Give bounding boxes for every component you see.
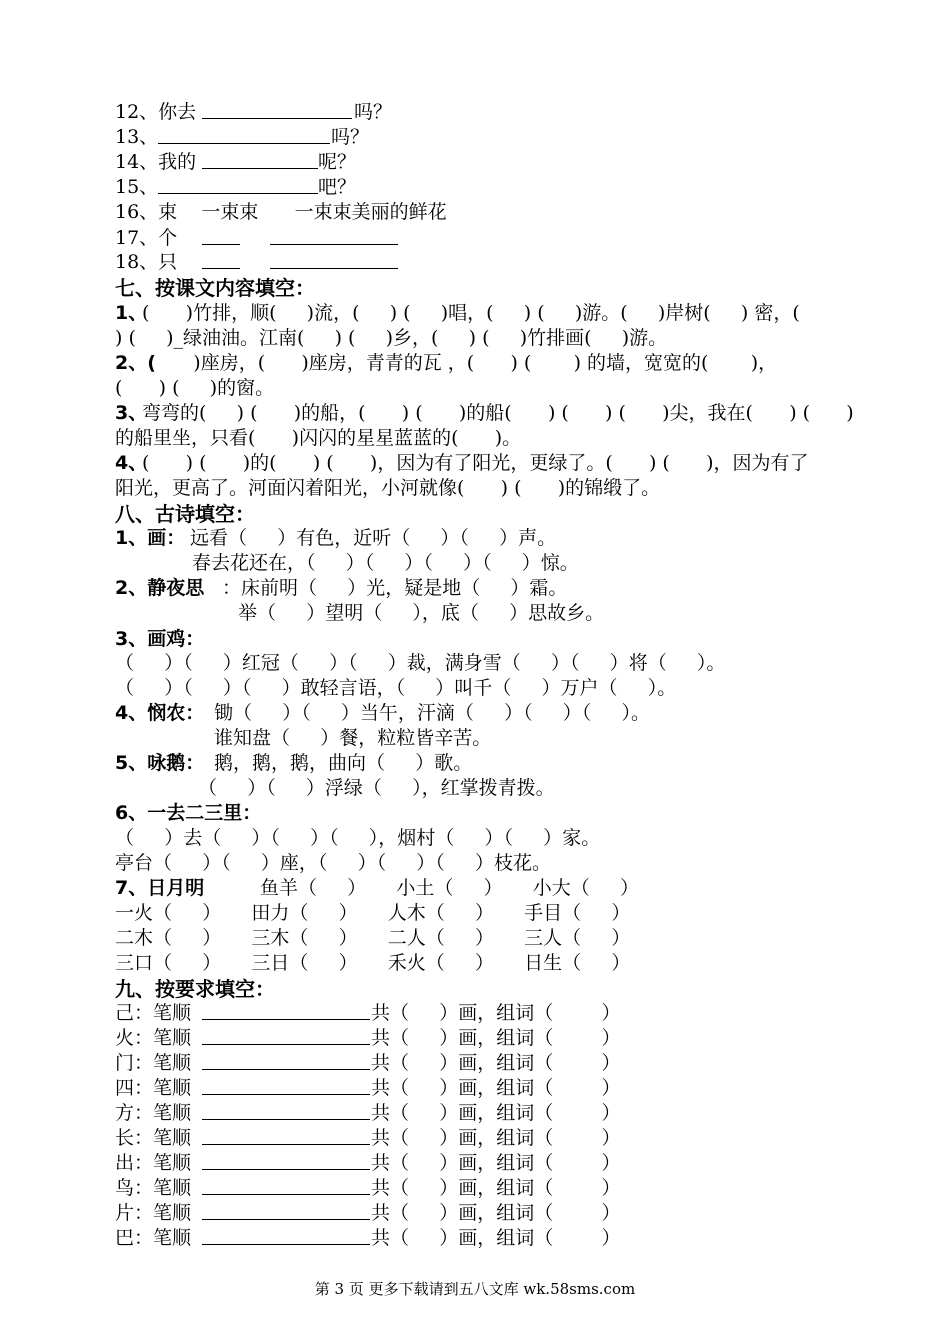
text-line: 方：笔顺: [115, 1102, 192, 1124]
text-line: 吗？: [331, 126, 370, 148]
text-line: 巴：笔顺: [115, 1227, 192, 1249]
text-line: 共（ ）画，组词（ ）: [371, 1002, 621, 1024]
blank-stroke-8: [202, 1194, 370, 1195]
text-line: 共（ ）画，组词（ ）: [371, 1077, 621, 1099]
text-line: 鹅，鹅，鹅，曲向（ ）歌。: [214, 752, 473, 774]
text-line: 三口（ ） 三日（ ） 禾火（ ） 日生（ ）: [115, 952, 631, 974]
text-line: 谁知盘（ ）餐，粒粒皆辛苦。: [214, 727, 492, 749]
text-line: 共（ ）画，组词（ ）: [371, 1102, 621, 1124]
text-line: 春去花还在，（ ）（ ）（ ）（ ）惊。: [192, 552, 579, 574]
text-line: 己：笔顺: [115, 1002, 192, 1024]
text-line: 长：笔顺: [115, 1127, 192, 1149]
blank-stroke-6: [202, 1144, 370, 1145]
section-heading: 七、按课文内容填空：: [115, 276, 315, 300]
text-line: 13、: [115, 126, 159, 148]
text-line: 15、: [115, 176, 159, 198]
page-footer: 第 3 页 更多下载请到五八文库 wk.58sms.com: [314, 1280, 636, 1298]
text-line: 锄（ ）（ ）当午，汗滴（ ）（ ）（ ）。: [214, 702, 650, 724]
blank-12: [202, 118, 352, 119]
text-line: 呢？: [318, 151, 357, 173]
text-line: 鱼羊（ ） 小土（ ） 小大（ ）: [260, 877, 639, 899]
text-line: （ ）（ ）红冠（ ）（ ）裁，满身雪（ ）（ ）将（ ）。: [115, 652, 726, 674]
text-line: 共（ ）画，组词（ ）: [371, 1052, 621, 1074]
text-line: 共（ ）画，组词（ ）: [371, 1027, 621, 1049]
text-line: 4、: [115, 452, 148, 474]
text-line: 举（ ）望明（ ），底（ ）思故乡。: [238, 602, 605, 624]
text-line: 的船里坐，只看( )闪闪的星星蓝蓝的( )。: [115, 427, 522, 449]
text-line: 共（ ）画，组词（ ）: [371, 1127, 621, 1149]
text-line: 鸟：笔顺: [115, 1177, 192, 1199]
text-line: 1、: [115, 302, 148, 324]
section-heading: 八、古诗填空：: [115, 502, 255, 526]
blank-stroke-3: [202, 1069, 370, 1070]
text-line: 吗？: [354, 101, 393, 123]
blank-stroke-1: [202, 1019, 370, 1020]
blank-17b: [270, 244, 398, 245]
blank-13: [158, 143, 330, 144]
text-line: 四：笔顺: [115, 1077, 192, 1099]
text-line: ( ) ( )的窗。: [115, 377, 275, 399]
text-line: 火：笔顺: [115, 1027, 192, 1049]
text-line: 18、只: [115, 251, 178, 273]
text-line: 5、咏鹅：: [115, 752, 205, 774]
text-line: 12、你去: [115, 101, 197, 123]
text-line: （ ）去（ ）（ ）（ ），烟村（ ）（ ）家。: [115, 827, 601, 849]
blank-14: [202, 168, 318, 169]
text-line: 共（ ）画，组词（ ）: [371, 1177, 621, 1199]
blank-stroke-9: [202, 1219, 370, 1220]
text-line: 出：笔顺: [115, 1152, 192, 1174]
text-line: （ ）（ ）（ ）敢轻言语，（ ）叫千（ ）万户（ ）。: [115, 677, 677, 699]
text-line: 远看（ ）有色，近听（ ）（ ）声。: [190, 527, 557, 549]
blank-stroke-5: [202, 1119, 370, 1120]
blank-18a: [202, 268, 240, 269]
text-line: 弯弯的( ) ( )的船，( ) ( )的船( ) ( ) ( )尖，我在( ) ( ): [142, 402, 854, 424]
blank-stroke-4: [202, 1094, 370, 1095]
text-line: 一火（ ） 田力（ ） 人木（ ） 手目（ ）: [115, 902, 631, 924]
text-line: ：床前明（ ）光，疑是地（ ）霜。: [222, 577, 568, 599]
section-heading: 九、按要求填空：: [115, 977, 275, 1001]
text-line: 17、个: [115, 227, 178, 249]
text-line: 阳光，更高了。河面闪着阳光，小河就像( ) ( )的锦缎了。: [115, 477, 661, 499]
text-line: 吧？: [318, 176, 357, 198]
text-line: 共（ ）画，组词（ ）: [371, 1152, 621, 1174]
text-line: 共（ ）画，组词（ ）: [371, 1227, 621, 1249]
blank-stroke-7: [202, 1169, 370, 1170]
text-line: 1、画：: [115, 527, 186, 549]
text-line: 4、悯农：: [115, 702, 205, 724]
blank-17a: [202, 244, 240, 245]
text-line: 门：笔顺: [115, 1052, 192, 1074]
blank-stroke-10: [202, 1244, 370, 1245]
text-line: 7、日月明: [115, 877, 205, 899]
text-line: 共（ ）画，组词（ ）: [371, 1202, 621, 1224]
blank-15: [158, 193, 318, 194]
text-line: 3、: [115, 402, 148, 424]
text-line: 3、画鸡：: [115, 628, 205, 650]
text-line: 14、我的: [115, 151, 197, 173]
blank-stroke-2: [202, 1044, 370, 1045]
text-line: （ ）（ ）浮绿（ ），红掌拨青拨。: [198, 777, 555, 799]
text-line: 16、束 一束束 一束束美丽的鲜花: [115, 201, 447, 223]
text-line: 二木（ ） 三木（ ） 二人（ ） 三人（ ）: [115, 927, 631, 949]
blank-18b: [270, 268, 398, 269]
text-line: ( ) ( )的( ) ( )，因为有了阳光，更绿了。( ) ( )，因为有了: [142, 452, 809, 474]
text-line: 2、静夜思: [115, 577, 205, 599]
text-line: ) ( )_绿油油。江南( ) ( )乡，( ) ( )竹排画( )游。: [115, 327, 668, 349]
text-line: 亭台（ ）（ ）座，（ ）（ ）（ ）枝花。: [115, 852, 551, 874]
text-line: 6、一去二三里：: [115, 802, 262, 824]
text-line: )座房，( )座房，青青的瓦 ，( ) ( ) 的墙，宽宽的( )，: [151, 352, 778, 374]
text-line: 2、(: [115, 352, 156, 374]
text-line: ( )竹排，顺( )流，( ) ( )唱，( ) ( )游。( )岸树( ) 密，(: [142, 302, 800, 324]
text-line: 片：笔顺: [115, 1202, 192, 1224]
